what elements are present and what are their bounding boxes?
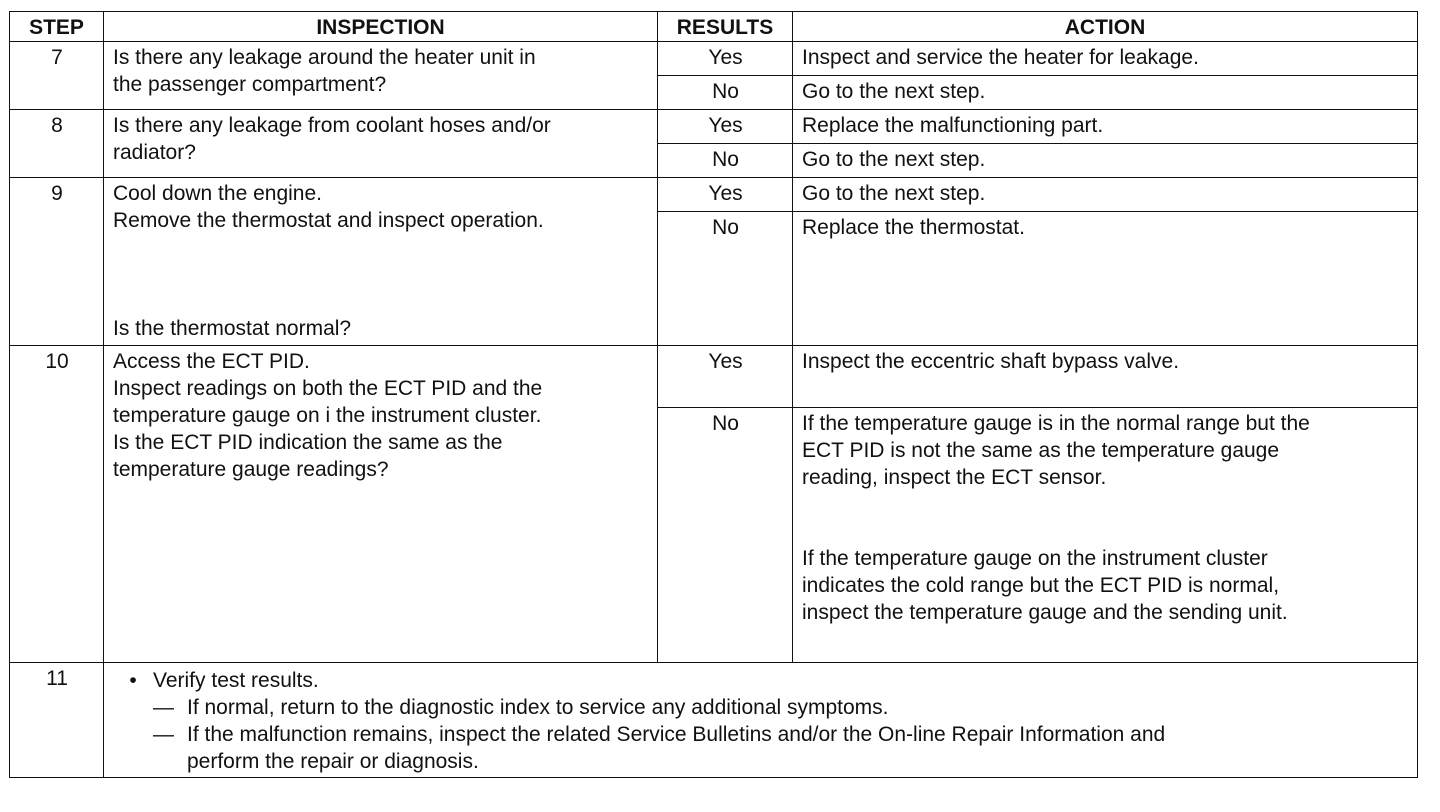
header-action: ACTION [793,12,1418,42]
step-7-yes-row [10,42,1418,76]
sub-item [113,721,1409,775]
step-9-yes-row [10,178,1418,212]
inspection-line: Is there any leakage from coolant hoses and/or [113,114,551,137]
inspection-line: Is the thermostat normal? [113,317,352,340]
inspection-line: the passenger compartment? [113,73,387,96]
final-instructions [104,663,1418,778]
sub-item-text: If normal, return to the diagnostic index to service any additional symptoms. [187,696,889,719]
result-no: No [658,408,793,663]
diagnostic-table [9,11,1418,778]
action-line: If the temperature gauge is in the normal range but the [802,412,1310,435]
inspection-line: Is there any leakage around the heater unit in [113,46,536,69]
step-number: 10 [10,346,104,663]
result-yes: Yes [658,42,793,76]
spacer [113,234,649,261]
header-step: STEP [10,12,104,42]
step-number: 8 [10,110,104,178]
action-yes: Replace the malfunctioning part. [793,110,1418,144]
step-8-yes-row [10,110,1418,144]
inspection-line: Cool down the engine. [113,182,322,205]
sub-item-line: If the malfunction remains, inspect the related Service Bulletins and/or the On-line Repair Information and [187,723,1166,746]
action-line: inspect the temperature gauge and the sending unit. [802,601,1288,624]
result-no: No [658,76,793,110]
result-no: No [658,144,793,178]
inspection-cell [104,42,658,110]
header-inspection: INSPECTION [104,12,658,42]
result-yes: Yes [658,110,793,144]
action-line: If the temperature gauge on the instrument cluster [802,547,1268,570]
inspection-line: Inspect readings on both the ECT PID and the [113,377,543,400]
inspection-line: Is the ECT PID indication the same as the [113,431,503,454]
step-number: 7 [10,42,104,110]
action-no: Go to the next step. [793,76,1418,110]
inspection-cell [104,110,658,178]
sub-item-line: perform the repair or diagnosis. [187,750,479,773]
dash-icon: — [153,723,174,746]
result-yes: Yes [658,346,793,408]
step-10-yes-row [10,346,1418,408]
sub-item-text [187,721,1409,775]
action-yes: Go to the next step. [793,178,1418,212]
inspection-line: Remove the thermostat and inspect operation. [113,209,544,232]
spacer [113,261,649,288]
inspection-cell [104,346,658,663]
inspection-cell [104,178,658,346]
inspection-line: radiator? [113,141,196,164]
action-no: Go to the next step. [793,144,1418,178]
bullet-icon: • [129,669,137,692]
bullet-text: Verify test results. [153,669,319,692]
spacer [802,518,1409,545]
action-yes: Inspect and service the heater for leakage. [793,42,1418,76]
result-yes: Yes [658,178,793,212]
inspection-line: Access the ECT PID. [113,350,310,373]
dash-icon: — [153,696,174,719]
step-number: 9 [10,178,104,346]
spacer [802,491,1409,518]
step-11-row [10,663,1418,778]
action-yes: Inspect the eccentric shaft bypass valve. [793,346,1418,408]
action-no: Replace the thermostat. [793,212,1418,346]
sub-item [113,694,1409,721]
result-no: No [658,212,793,346]
inspection-line: temperature gauge on i the instrument cluster. [113,404,542,427]
action-line: indicates the cold range but the ECT PID is normal, [802,574,1280,597]
header-results: RESULTS [658,12,793,42]
bullet-item [113,667,1409,694]
step-number: 11 [10,663,104,778]
spacer [113,288,649,315]
inspection-line: temperature gauge readings? [113,458,389,481]
header-row [10,12,1418,42]
action-line: reading, inspect the ECT sensor. [802,466,1107,489]
action-line: ECT PID is not the same as the temperature gauge [802,439,1280,462]
action-no [793,408,1418,663]
